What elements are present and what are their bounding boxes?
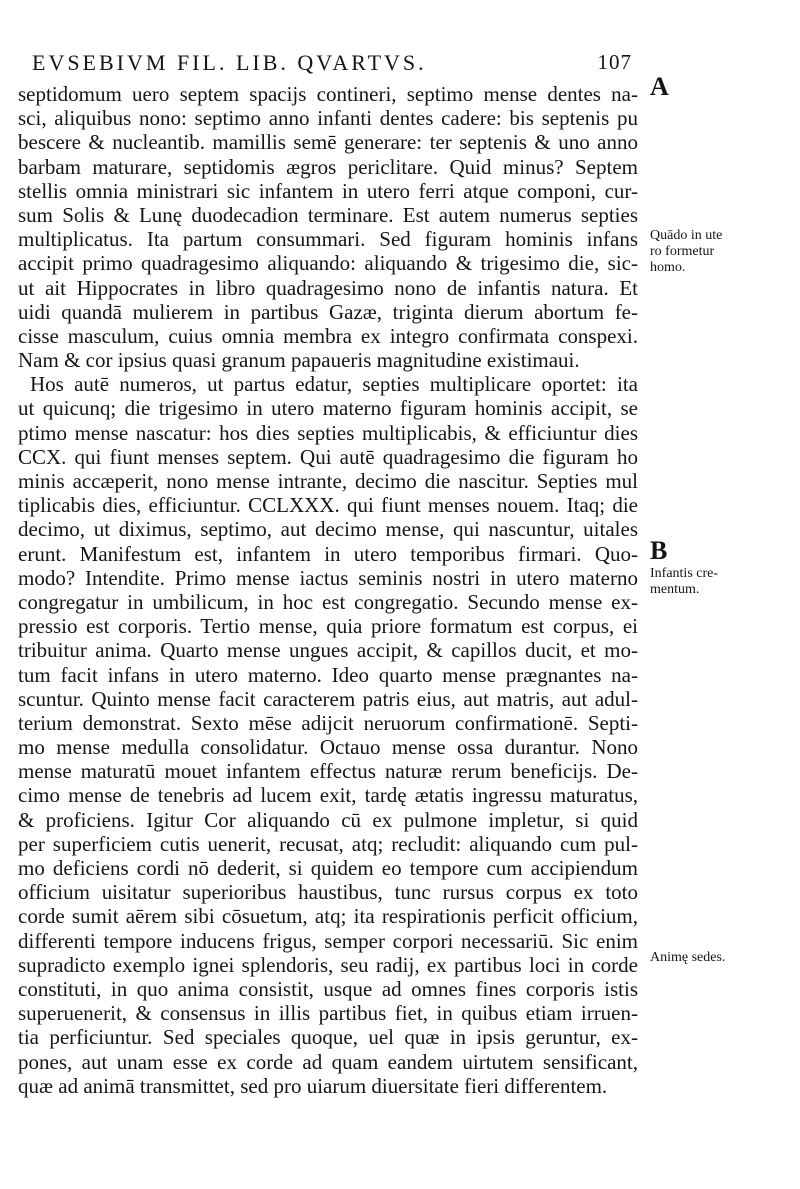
text-line: Nam & cor ipsius quasi granum papaueris magnitudine existimaui. [18, 348, 580, 373]
text-line: bescere & nucleantib. mamillis semē generare: ter septenis & uno anno [18, 130, 638, 155]
text-line: septidomum uero septem spacijs contineri, septimo mense dentes na- [18, 82, 638, 106]
margin-note-line: Infantis cre- [650, 566, 719, 581]
text-line: quæ ad animā transmittet, sed pro uiarum diuersitate fieri differentem. [18, 1073, 608, 1098]
text-line: & proficiens. Igitur Cor aliquando cū ex pulmone impletur, si quid [18, 807, 638, 832]
text-line: cimo mense de tenebris ad lucem exit, tardę ætatis ingressu maturatus, [18, 783, 638, 808]
margin-note-line: ro formetur [650, 244, 715, 259]
running-head [32, 50, 632, 80]
text-line: ut quicunq; die trigesimo in utero materno figuram hominis accipit, se [18, 396, 638, 421]
text-line: tum facit infans in utero materno. Ideo quarto mense prægnantes na- [18, 662, 638, 687]
text-line: barbam maturare, septidomis ægros periclitare. Quid minus? Septem [18, 154, 638, 179]
text-line: CCX. qui fiunt menses septem. Qui autē quadragesimo die figuram ho [18, 444, 638, 469]
text-line: erunt. Manifestum est, infantem in utero temporibus firmari. Quo- [18, 541, 638, 566]
text-line: supradicto exemplo ignei splendoris, seu radij, ex partibus loci in corde [18, 952, 638, 977]
text-line: officium uisitatur superioribus haustibus, tunc rursus corpus ex toto [18, 880, 638, 905]
body-text [18, 82, 638, 1098]
text-line: differenti tempore inducens frigus, semper corpori necessariū. Sic enim [18, 928, 638, 953]
text-line: ptimo mense nascatur: hos dies septies multiplicabis, & efficiuntur dies [18, 420, 638, 445]
text-line: pressio est corporis. Tertio mense, quia priore formatum est corpus, ei [18, 614, 638, 639]
text-line: superuenerit, & consensus in illis partibus fiet, in quibus etiam irruen- [18, 1001, 638, 1026]
text-line: mo mense medulla consolidatur. Octauo mense ossa durantur. Nono [18, 735, 638, 760]
text-line: ut ait Hippocrates in libro quadragesimo nono de infantis natura. Et [18, 275, 638, 300]
text-line: corde sumit aērem sibi cōsuetum, atq; ita respirationis perficit officium, [18, 904, 638, 929]
text-line: tia perficiuntur. Sed speciales quoque, uel quæ in ipsis geruntur, ex- [18, 1025, 638, 1050]
text-line: scuntur. Quinto mense facit caracterem patris eius, aut matris, aut adul- [18, 686, 638, 711]
text-line: per superficiem cutis uenerit, recusat, atq; recludit: aliquando cum pul- [18, 831, 638, 856]
text-line: modo? Intendite. Primo mense iactus seminis nostri in utero materno [18, 565, 638, 590]
text-line: tribuitur anima. Quarto mense ungues accipit, & capillos ducit, et mo- [18, 638, 638, 663]
text-line: multiplicatus. Ita partum consummari. Sed figuram hominis infans [18, 227, 638, 252]
text-line: constituti, in quo anima consistit, usque ad omnes fines corporis istis [18, 976, 638, 1001]
margin-letter-b: B [650, 536, 668, 565]
text-line: sci, aliquibus nono: septimo anno infanti dentes cadere: bis septenis pu [18, 106, 638, 131]
text-line: terium demonstrat. Sexto mēse adijcit neruorum confirmationē. Septi- [18, 710, 638, 735]
text-line: congregatur in umbilicum, in hoc est congregatio. Secundo mense ex- [18, 589, 638, 614]
margin-note-soul-seat: Animę sedes. [650, 950, 726, 965]
text-line: accipit primo quadragesimo aliquando: aliquando & trigesimo die, sic- [18, 251, 638, 276]
margin-note-line: homo. [650, 260, 686, 275]
text-line: sum Solis & Lunę duodecadion terminare. Est autem numerus septies [18, 202, 638, 227]
margin-letter-a: A [650, 72, 669, 101]
text-line: cisse masculum, cuius omnia membra ex integro confirmata conspexi. [18, 323, 638, 348]
text-line: pones, aut unam esse ex corde ad quam eandem uirtutem sensificant, [18, 1049, 638, 1074]
margin-note-line: Quādo in ute [650, 228, 723, 243]
running-head-title: EVSEBIVM FIL. LIB. QVARTVS. [32, 50, 427, 75]
text-line: stellis omnia ministrari sic infantem in utero ferri atque componi, cur- [18, 178, 638, 203]
text-line: tiplicabis dies, efficiuntur. CCLXXX. qui fiunt menses nouem. Itaq; die [18, 493, 638, 518]
text-line: decimo, ut diximus, septimo, aut decimo mense, qui nascuntur, uitales [18, 517, 638, 542]
text-line: minis accæperit, nono mense intrante, decimo die nascitur. Septies mul [18, 469, 638, 493]
text-line: uidi quandā mulierem in partibus Gazæ, triginta dierum abortum fe- [18, 299, 638, 324]
text-line: mense maturatū mouet infantem effectus naturæ rerum beneficijs. De- [18, 759, 638, 784]
margin-note-line: mentum. [650, 582, 700, 597]
margin-note-formation [650, 228, 722, 276]
margin-note-growth [650, 566, 718, 598]
page-number: 107 [597, 50, 632, 74]
text-line: mo deficiens cordi nō dederit, si quidem eo tempore cum accipiendum [18, 856, 638, 880]
text-line: Hos autē numeros, ut partus edatur, septies multiplicare oportet: ita [30, 372, 638, 397]
